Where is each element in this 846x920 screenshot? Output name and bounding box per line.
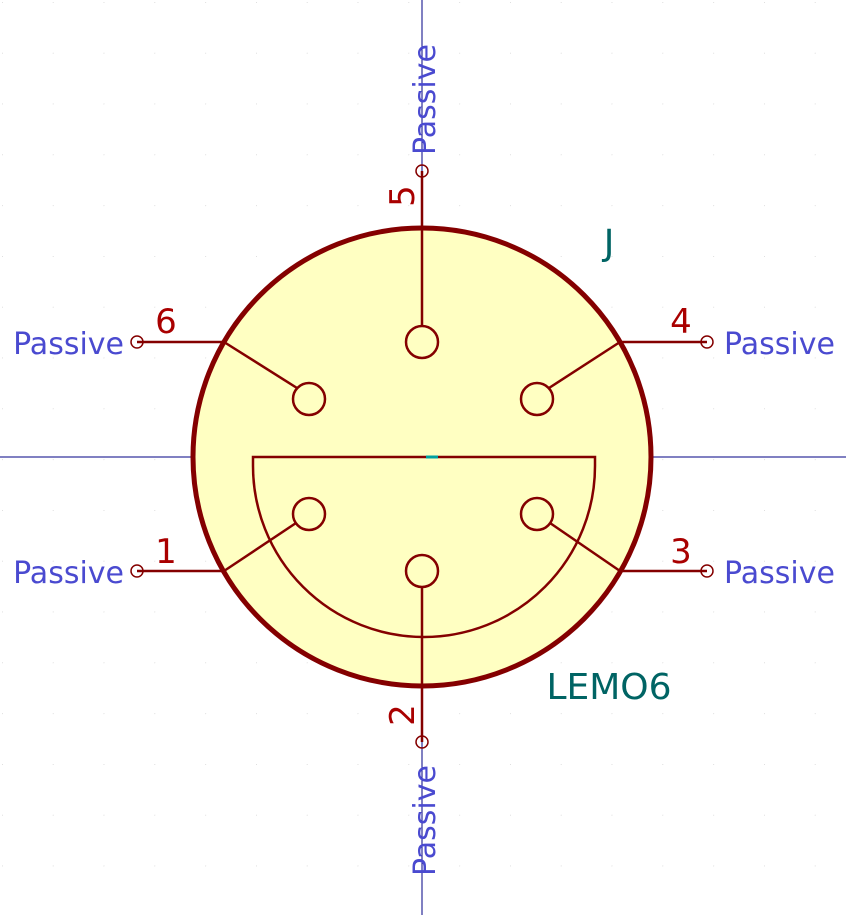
pin-3-type: Passive [724, 556, 835, 591]
pin-5-type: Passive [408, 44, 443, 155]
pin-4-number: 4 [670, 302, 692, 342]
pin-1-number: 1 [155, 532, 177, 572]
pin-2-number: 2 [383, 704, 423, 726]
pin-6-type: Passive [13, 327, 124, 362]
pin-2-type: Passive [408, 765, 443, 876]
pin-4-type: Passive [724, 327, 835, 362]
reference-designator[interactable]: J [603, 223, 615, 264]
pin-6-number: 6 [155, 302, 177, 342]
pin-5-number: 5 [383, 185, 423, 207]
symbol-value[interactable]: LEMO6 [546, 667, 672, 708]
pin-3-number: 3 [670, 532, 692, 572]
pin-1-type: Passive [13, 556, 124, 591]
